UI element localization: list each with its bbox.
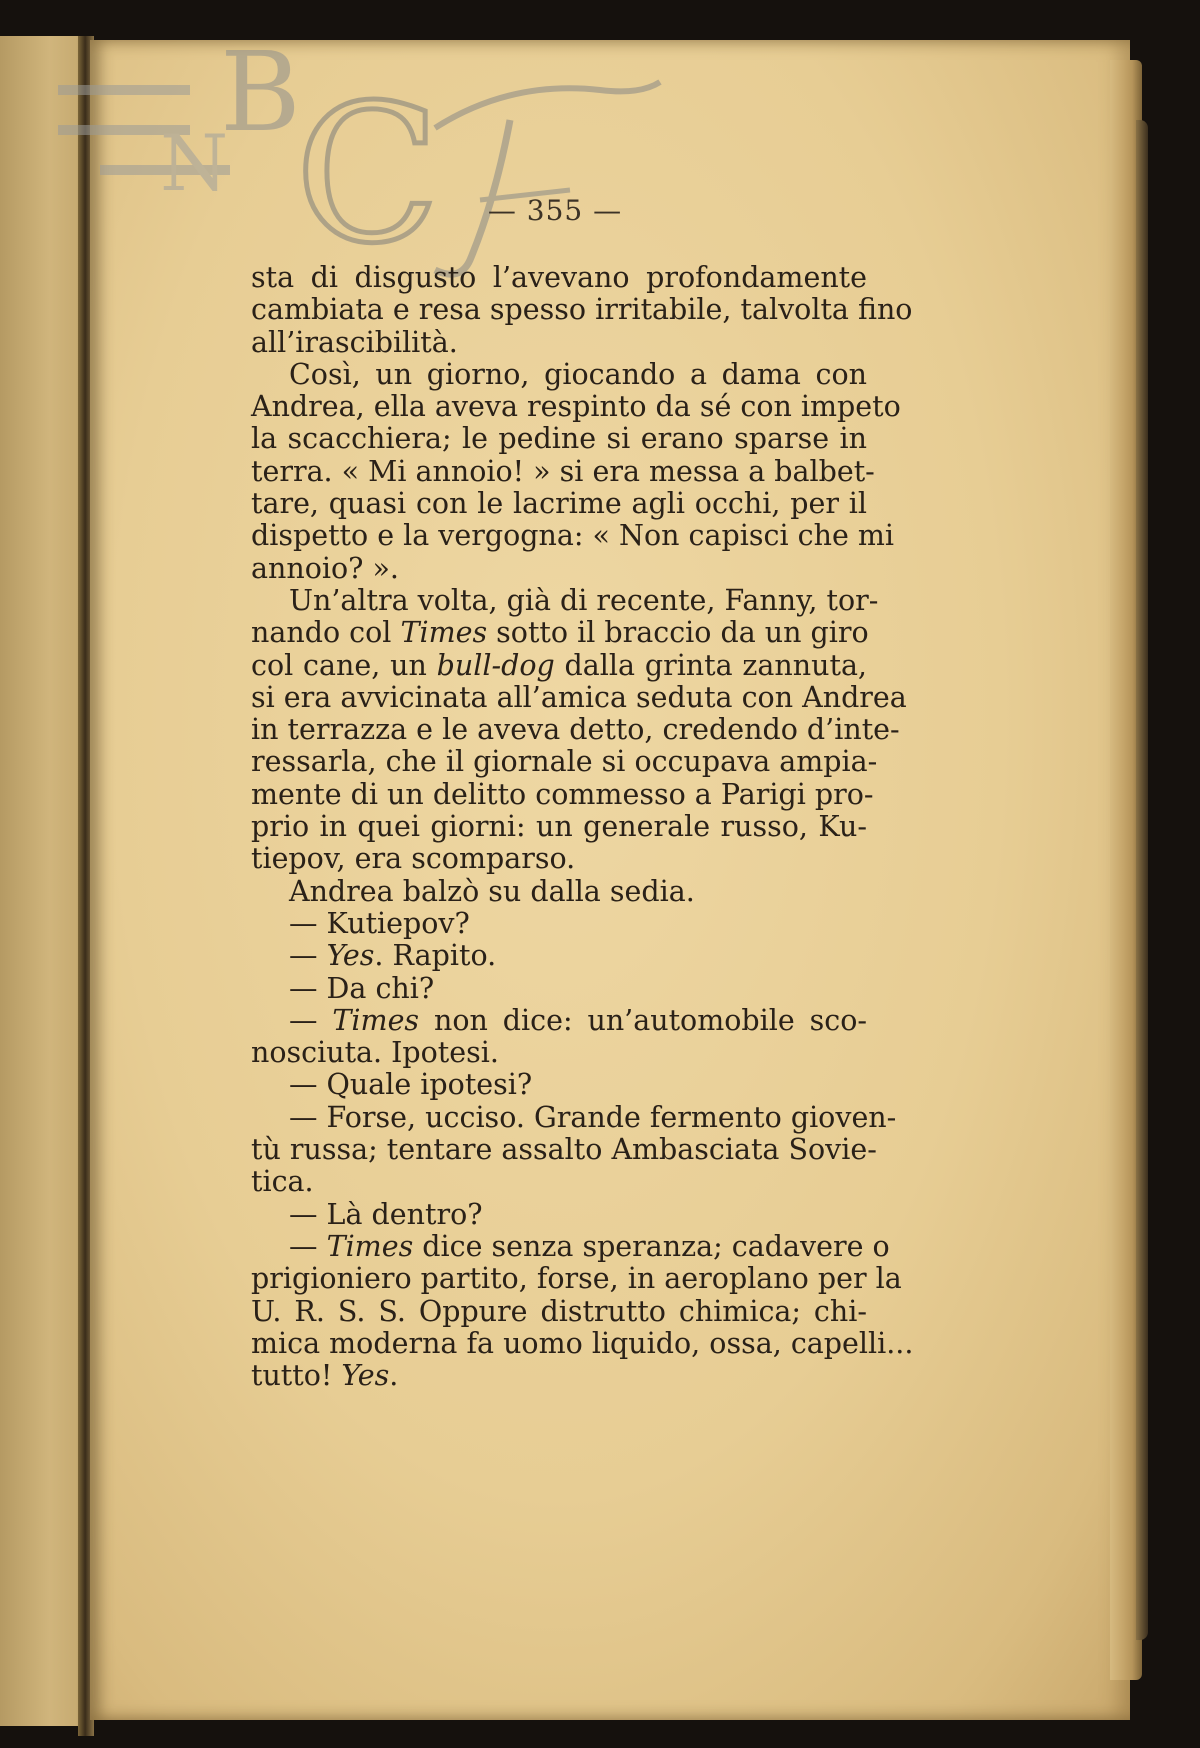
text-line <box>251 1166 867 1198</box>
text-span: Un’altra volta, già di recente, Fanny, tor- <box>289 583 879 617</box>
text-span: Così, un giorno, giocando a dama con <box>289 357 867 391</box>
text-span: nando col <box>251 616 401 650</box>
text-line <box>251 745 878 779</box>
text-span: tiepov, era scomparso. <box>251 842 576 876</box>
italic-text-span: Yes <box>341 1359 390 1393</box>
text-line <box>251 488 867 520</box>
page-number: — 355 — <box>487 194 623 227</box>
text-span: mente di un delitto commesso a Parigi pro- <box>251 777 874 811</box>
text-line <box>251 1360 867 1392</box>
text-line <box>251 713 900 747</box>
svg-text:B: B <box>220 28 301 156</box>
text-span: col cane, un <box>251 648 437 682</box>
text-span: la scacchiera; le pedine si erano sparse in <box>251 422 867 456</box>
svg-text:C: C <box>295 64 441 280</box>
text-span: cambiata e resa spesso irritabile, talvolta fino <box>251 293 913 327</box>
text-span: — <box>289 1003 333 1037</box>
left-page-edge <box>0 36 90 1726</box>
text-span: . Rapito. <box>374 939 497 973</box>
text-line <box>251 293 913 327</box>
text-line <box>251 359 867 391</box>
text-line <box>251 553 867 585</box>
text-span: in terrazza e le aveva detto, credendo d’inte- <box>251 713 900 747</box>
text-span: tare, quasi con le lacrime agli occhi, per il <box>251 487 867 521</box>
italic-text-span: Times <box>332 1003 420 1037</box>
text-span: tutto! <box>251 1359 342 1393</box>
text-line <box>251 1326 914 1360</box>
text-span: tica. <box>251 1165 314 1199</box>
text-span: si era avvicinata all’amica seduta con Andrea <box>251 680 907 714</box>
text-span: — <box>289 1229 327 1263</box>
text-span: U. R. S. S. Oppure distrutto chimica; chi- <box>251 1294 867 1328</box>
italic-text-span: Yes <box>326 939 375 973</box>
text-span: prigioniero partito, forse, in aeroplano per la <box>251 1262 902 1296</box>
text-line <box>251 1069 867 1101</box>
text-span: — Forse, ucciso. Grande fermento gioven- <box>289 1100 897 1134</box>
text-line <box>251 680 907 714</box>
text-line <box>251 1199 867 1231</box>
text-span: — Là dentro? <box>289 1197 483 1231</box>
text-span: dice senza speranza; cadavere o <box>413 1229 890 1263</box>
text-span: dispetto e la vergogna: « Non capisci che mi <box>251 519 895 553</box>
text-span: sotto il braccio da un giro <box>487 616 869 650</box>
text-span: non dice: un’automobile sco- <box>419 1003 868 1037</box>
text-span: sta di disgusto l’avevano profondamente <box>251 261 867 294</box>
text-span: — Kutiepov? <box>289 906 470 940</box>
text-line <box>251 1037 867 1069</box>
text-line <box>251 1005 867 1037</box>
text-span: prio in quei giorni: un generale russo, Ku- <box>251 810 867 844</box>
text-line <box>251 423 867 455</box>
italic-text-span: Times <box>326 1229 414 1263</box>
text-span: mica moderna fa uomo liquido, ossa, capelli... <box>251 1326 914 1360</box>
text-line <box>251 876 867 908</box>
text-line <box>251 519 895 553</box>
text-span: dalla grinta zannuta, <box>554 648 867 682</box>
text-line <box>251 617 867 649</box>
italic-text-span: Times <box>400 616 488 650</box>
text-span: Andrea, ella aveva respinto da sé con impeto <box>251 390 901 424</box>
text-line <box>251 908 867 940</box>
text-span: annoio? ». <box>251 551 399 585</box>
text-line <box>251 777 874 811</box>
text-line <box>251 454 875 488</box>
text-span: — Quale ipotesi? <box>289 1068 533 1102</box>
text-line <box>251 1100 897 1134</box>
text-span: Andrea balzò su dalla sedia. <box>289 874 695 908</box>
text-span: terra. « Mi annoio! » si era messa a balbet- <box>251 454 875 488</box>
italic-text-span: bull-dog <box>436 648 555 682</box>
text-line <box>251 583 879 617</box>
text-span: nosciuta. Ipotesi. <box>251 1036 499 1070</box>
text-line <box>251 327 867 359</box>
svg-text:N: N <box>160 119 229 209</box>
text-line <box>251 1133 877 1167</box>
text-line <box>251 650 867 682</box>
text-line <box>251 843 867 875</box>
text-line <box>251 1296 867 1328</box>
page-body-text <box>251 261 914 1393</box>
text-line <box>251 973 867 1005</box>
text-line <box>251 390 901 424</box>
text-span: tù russa; tentare assalto Ambasciata Sovie- <box>251 1133 877 1167</box>
text-line <box>251 1229 890 1263</box>
text-span: ressarla, che il giornale si occupava ampia- <box>251 745 878 779</box>
text-line <box>251 1262 902 1296</box>
text-line <box>251 811 867 843</box>
text-span: . <box>389 1359 399 1393</box>
text-span: — Da chi? <box>289 971 435 1005</box>
text-line <box>251 262 867 294</box>
text-span: all’irascibilità. <box>251 325 458 359</box>
book-cover-edge <box>1136 120 1148 1640</box>
text-span: — <box>289 939 327 973</box>
text-line <box>251 940 867 972</box>
